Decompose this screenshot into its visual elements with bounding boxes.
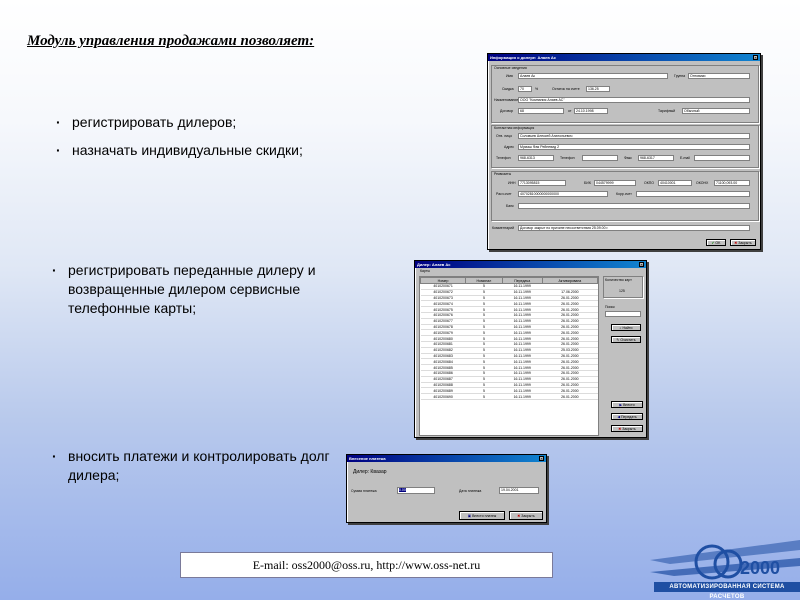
email-label: E-mail xyxy=(680,156,690,160)
table-cell: 5 xyxy=(466,347,503,353)
table-cell: 16.11.1999 xyxy=(502,324,542,330)
table-cell: 5 xyxy=(466,388,503,394)
table-cell: 4010200673 xyxy=(421,295,466,301)
close-button[interactable]: ✖ Закрыть xyxy=(509,511,543,520)
discount-label: Скидка xyxy=(502,87,514,91)
table-cell: 16.11.1999 xyxy=(502,359,542,365)
comment-field[interactable]: Договор закрыт по причине несоответствия 25.09.00 г. xyxy=(518,225,750,231)
table-cell: 4010200690 xyxy=(421,394,466,400)
table-cell: 4010200683 xyxy=(421,353,466,359)
cross-icon: ✖ xyxy=(517,514,521,518)
table-cell: 5 xyxy=(466,307,503,313)
table-cell: 4010200688 xyxy=(421,382,466,388)
section-contact-label: Контактная информация xyxy=(494,126,535,130)
table-cell: 26.01.2000 xyxy=(542,370,597,376)
table-cell: 5 xyxy=(466,330,503,336)
close-button[interactable]: ✖ Закрыть xyxy=(611,425,643,432)
okonh-field[interactable]: 71100,093.00 xyxy=(714,180,750,186)
section-requisites-label: Реквизиты xyxy=(494,172,512,176)
add-cards-button[interactable]: ▶ Внести xyxy=(611,401,643,408)
search-input[interactable] xyxy=(605,311,641,317)
transfer-button[interactable]: ◀ Передать xyxy=(611,413,643,420)
name-field[interactable]: Алаев Ас xyxy=(518,73,668,79)
table-cell: 4010200679 xyxy=(421,330,466,336)
table-cell: 4010200682 xyxy=(421,347,466,353)
fullname-label: Наименование xyxy=(494,98,519,102)
dealer-label: Дилер: Квазар xyxy=(353,469,387,475)
arrow-left-icon: ◀ xyxy=(617,415,621,419)
bank-label: Банк xyxy=(506,204,514,208)
phone-label: Телефон xyxy=(496,156,511,160)
column-header[interactable]: Номер xyxy=(421,278,466,284)
table-cell: 4010200672 xyxy=(421,289,466,295)
fax-label: Факс xyxy=(624,156,632,160)
table-cell: 16.11.1999 xyxy=(502,289,542,295)
dealer-cards-window xyxy=(414,260,647,438)
column-header[interactable]: Передача xyxy=(502,278,542,284)
table-cell: 16.11.1999 xyxy=(502,376,542,382)
table-cell: 26.01.2000 xyxy=(542,341,597,347)
bank-field[interactable] xyxy=(518,203,750,209)
tab-cards[interactable]: Карты xyxy=(420,269,430,273)
close-icon[interactable]: × xyxy=(754,55,757,60)
table-cell: 4010200689 xyxy=(421,388,466,394)
name-label: Имя xyxy=(506,74,513,78)
contract-field[interactable]: 68 xyxy=(518,108,564,114)
count-label: Количество карт xyxy=(605,278,632,282)
table-cell: 26.01.2000 xyxy=(542,382,597,388)
logo-mark: 2000 xyxy=(740,558,781,578)
search-label: Поиск xyxy=(605,305,615,309)
table-cell: 5 xyxy=(466,359,503,365)
from-label: от xyxy=(568,109,572,113)
discount-field[interactable]: 70 xyxy=(518,86,532,92)
close-icon[interactable]: × xyxy=(640,262,643,267)
bullet-list-top xyxy=(54,113,303,169)
table-cell: 26.01.2000 xyxy=(542,324,597,330)
table-cell: 16.11.1999 xyxy=(502,284,542,290)
percent-sign: % xyxy=(535,87,539,91)
payment-window xyxy=(346,454,547,523)
table-cell: 4010200678 xyxy=(421,324,466,330)
check-icon: ✔ xyxy=(711,241,715,245)
table-cell: 5 xyxy=(466,336,503,342)
table-cell: 4010200675 xyxy=(421,307,466,313)
account-field[interactable]: 40702810000000000000 xyxy=(518,191,608,197)
table-cell: 5 xyxy=(466,312,503,318)
arrow-right-icon: ▶ xyxy=(619,403,623,407)
disk-icon: ▣ xyxy=(467,514,472,518)
balance-label: Остаток на счете xyxy=(552,87,580,91)
table-cell: 5 xyxy=(466,289,503,295)
phone2-field[interactable] xyxy=(582,155,618,161)
table-cell: 26.01.2000 xyxy=(542,336,597,342)
bullet-list-cards xyxy=(50,261,320,318)
table-cell: 5 xyxy=(466,295,503,301)
cross-icon: ✖ xyxy=(734,241,738,245)
table-cell: 4010200674 xyxy=(421,301,466,307)
person-label: Отв. лицо xyxy=(496,134,513,138)
dealer-info-window xyxy=(487,53,761,250)
corr-field[interactable] xyxy=(636,191,750,197)
table-cell: 5 xyxy=(466,365,503,371)
table-cell: 5 xyxy=(466,382,503,388)
table-cell: 4010200685 xyxy=(421,365,466,371)
table-cell: 5 xyxy=(466,353,503,359)
table-cell: 5 xyxy=(466,341,503,347)
corr-label: Корр.счет xyxy=(616,192,632,196)
tariff-select[interactable]: Обычный xyxy=(682,108,750,114)
bik-label: БИК xyxy=(584,181,591,185)
table-cell: 25.03.2000 xyxy=(542,347,597,353)
logo-caption: АВТОМАТИЗИРОВАННАЯ СИСТЕМА РАСЧЕТОВ xyxy=(654,582,800,592)
date-picker[interactable]: 19.04.2001 xyxy=(499,487,539,494)
slide-title: Модуль управления продажами позволяет: xyxy=(27,33,315,49)
fax-field[interactable]: 968-6317 xyxy=(638,155,674,161)
table-row[interactable] xyxy=(421,394,598,400)
amount-input[interactable]: 0.00 xyxy=(397,487,435,494)
account-label: Расч.счет xyxy=(496,192,512,196)
okpo-field[interactable]: 40410001 xyxy=(658,180,692,186)
window-title: Внесение платежа xyxy=(349,456,386,461)
phone2-label: Телефон xyxy=(560,156,575,160)
group-label: Группа xyxy=(674,74,686,78)
table-cell: 16.11.1999 xyxy=(502,307,542,313)
table-cell: 16.11.1999 xyxy=(502,336,542,342)
table-cell: 5 xyxy=(466,370,503,376)
table-cell: 5 xyxy=(466,376,503,382)
table-cell: 16.11.1999 xyxy=(502,301,542,307)
table-cell: 26.01.2000 xyxy=(542,359,597,365)
from-date-field[interactable]: 24.10.1998 xyxy=(574,108,608,114)
cross-icon: ✖ xyxy=(618,427,622,431)
table-cell: 4010200687 xyxy=(421,376,466,382)
table-cell: 16.11.1999 xyxy=(502,341,542,347)
bik-field[interactable]: 044579999 xyxy=(594,180,636,186)
okonh-label: ОКОНХ xyxy=(696,181,709,185)
table-cell: 26.01.2000 xyxy=(542,330,597,336)
table-cell: 26.01.2000 xyxy=(542,353,597,359)
table-cell: 16.11.1999 xyxy=(502,330,542,336)
table-cell: 4010200677 xyxy=(421,318,466,324)
table-cell: 4010200684 xyxy=(421,359,466,365)
table-cell: 4010200680 xyxy=(421,336,466,342)
table-cell: 16.11.1999 xyxy=(502,347,542,353)
window-titlebar xyxy=(415,261,646,268)
tariff-label: Тарифный xyxy=(658,109,676,113)
bullet-item: · регистрировать дилеров; xyxy=(54,113,303,132)
email-field[interactable] xyxy=(694,155,750,161)
window-titlebar xyxy=(488,54,760,61)
bullet-item: · назначать индивидуальные скидки; xyxy=(54,141,303,160)
table-cell: 26.01.2000 xyxy=(542,365,597,371)
footer-contact: E-mail: oss2000@oss.ru, http://www.oss-net.ru xyxy=(180,552,553,578)
contract-label: Договор xyxy=(500,109,514,113)
table-cell: 16.11.1999 xyxy=(502,388,542,394)
inn-label: ИНН xyxy=(508,181,516,185)
count-value: 125 xyxy=(619,289,625,293)
table-cell: 16.11.1999 xyxy=(502,394,542,400)
window-title: Дилер: Алаев Ас xyxy=(417,262,451,267)
address-field[interactable]: Мумаш Фая Рейневид 2 xyxy=(518,144,750,150)
submit-payment-button[interactable]: ▣ Внести платеж xyxy=(459,511,505,520)
group-select[interactable]: Оптовики xyxy=(688,73,750,79)
table-cell: 4010200671 xyxy=(421,284,466,290)
table-cell: 5 xyxy=(466,318,503,324)
ok-button[interactable]: ✔ OK xyxy=(706,239,726,246)
table-cell: 26.01.2000 xyxy=(542,394,597,400)
fullname-field[interactable]: ООО "Компания Алаев АС" xyxy=(518,97,750,103)
table-cell: 5 xyxy=(466,284,503,290)
table-cell: 17.06.2000 xyxy=(542,289,597,295)
cards-table[interactable] xyxy=(419,276,599,436)
section-basic-label: Основные сведения xyxy=(494,66,527,70)
date-label: Дата платежа xyxy=(459,489,482,493)
table-cell: 16.11.1999 xyxy=(502,312,542,318)
person-field[interactable]: Соловьев Алексей Анатольевич xyxy=(518,133,750,139)
table-cell: 26.01.2000 xyxy=(542,307,597,313)
window-title: Информация о дилере: Алаев Ас xyxy=(490,55,556,60)
table-cell: 26.01.2000 xyxy=(542,376,597,382)
table-cell: 5 xyxy=(466,324,503,330)
inn-field[interactable]: 7713095815 xyxy=(518,180,566,186)
table-cell: 16.11.1999 xyxy=(502,382,542,388)
find-button[interactable]: ⌕ Найти xyxy=(611,324,641,331)
table-cell: 4010200676 xyxy=(421,312,466,318)
comment-label: Комментарий xyxy=(492,226,515,230)
close-button[interactable]: ✖ Закрыть xyxy=(730,239,756,246)
okpo-label: ОКПО xyxy=(644,181,654,185)
table-cell: 16.11.1999 xyxy=(502,295,542,301)
table-cell: 16.11.1999 xyxy=(502,370,542,376)
table-cell: 16.11.1999 xyxy=(502,353,542,359)
table-cell: 16.11.1999 xyxy=(502,318,542,324)
bullet-item: · регистрировать переданные дилеру и возвращенные дилером сервисные телефонные карты; xyxy=(50,261,320,318)
table-cell: 26.01.2000 xyxy=(542,301,597,307)
column-header[interactable]: Номинал xyxy=(466,278,503,284)
window-titlebar xyxy=(347,455,546,462)
clear-button[interactable]: ✎ Очистить xyxy=(611,336,641,343)
table-cell: 26.01.2000 xyxy=(542,318,597,324)
bullet-list-payments xyxy=(50,447,330,485)
table-cell: 5 xyxy=(466,394,503,400)
table-cell: 26.01.2000 xyxy=(542,312,597,318)
table-cell: 26.01.2000 xyxy=(542,388,597,394)
amount-label: Сумма платежа xyxy=(351,489,377,493)
eraser-icon: ✎ xyxy=(616,338,620,342)
column-header[interactable]: Активирована xyxy=(542,278,597,284)
table-cell: 4010200686 xyxy=(421,370,466,376)
table-cell: 4010200681 xyxy=(421,341,466,347)
phone-field[interactable]: 968-6313 xyxy=(518,155,554,161)
binoculars-icon: ⌕ xyxy=(619,326,622,330)
table-cell: 26.01.2000 xyxy=(542,295,597,301)
table-cell: 16.11.1999 xyxy=(502,365,542,371)
table-cell: 5 xyxy=(466,301,503,307)
close-icon[interactable]: × xyxy=(540,456,543,461)
balance-field[interactable]: 136.25 xyxy=(586,86,610,92)
address-label: Адрес xyxy=(504,145,515,149)
bullet-item: · вносить платежи и контролировать долг дилера; xyxy=(50,447,330,485)
